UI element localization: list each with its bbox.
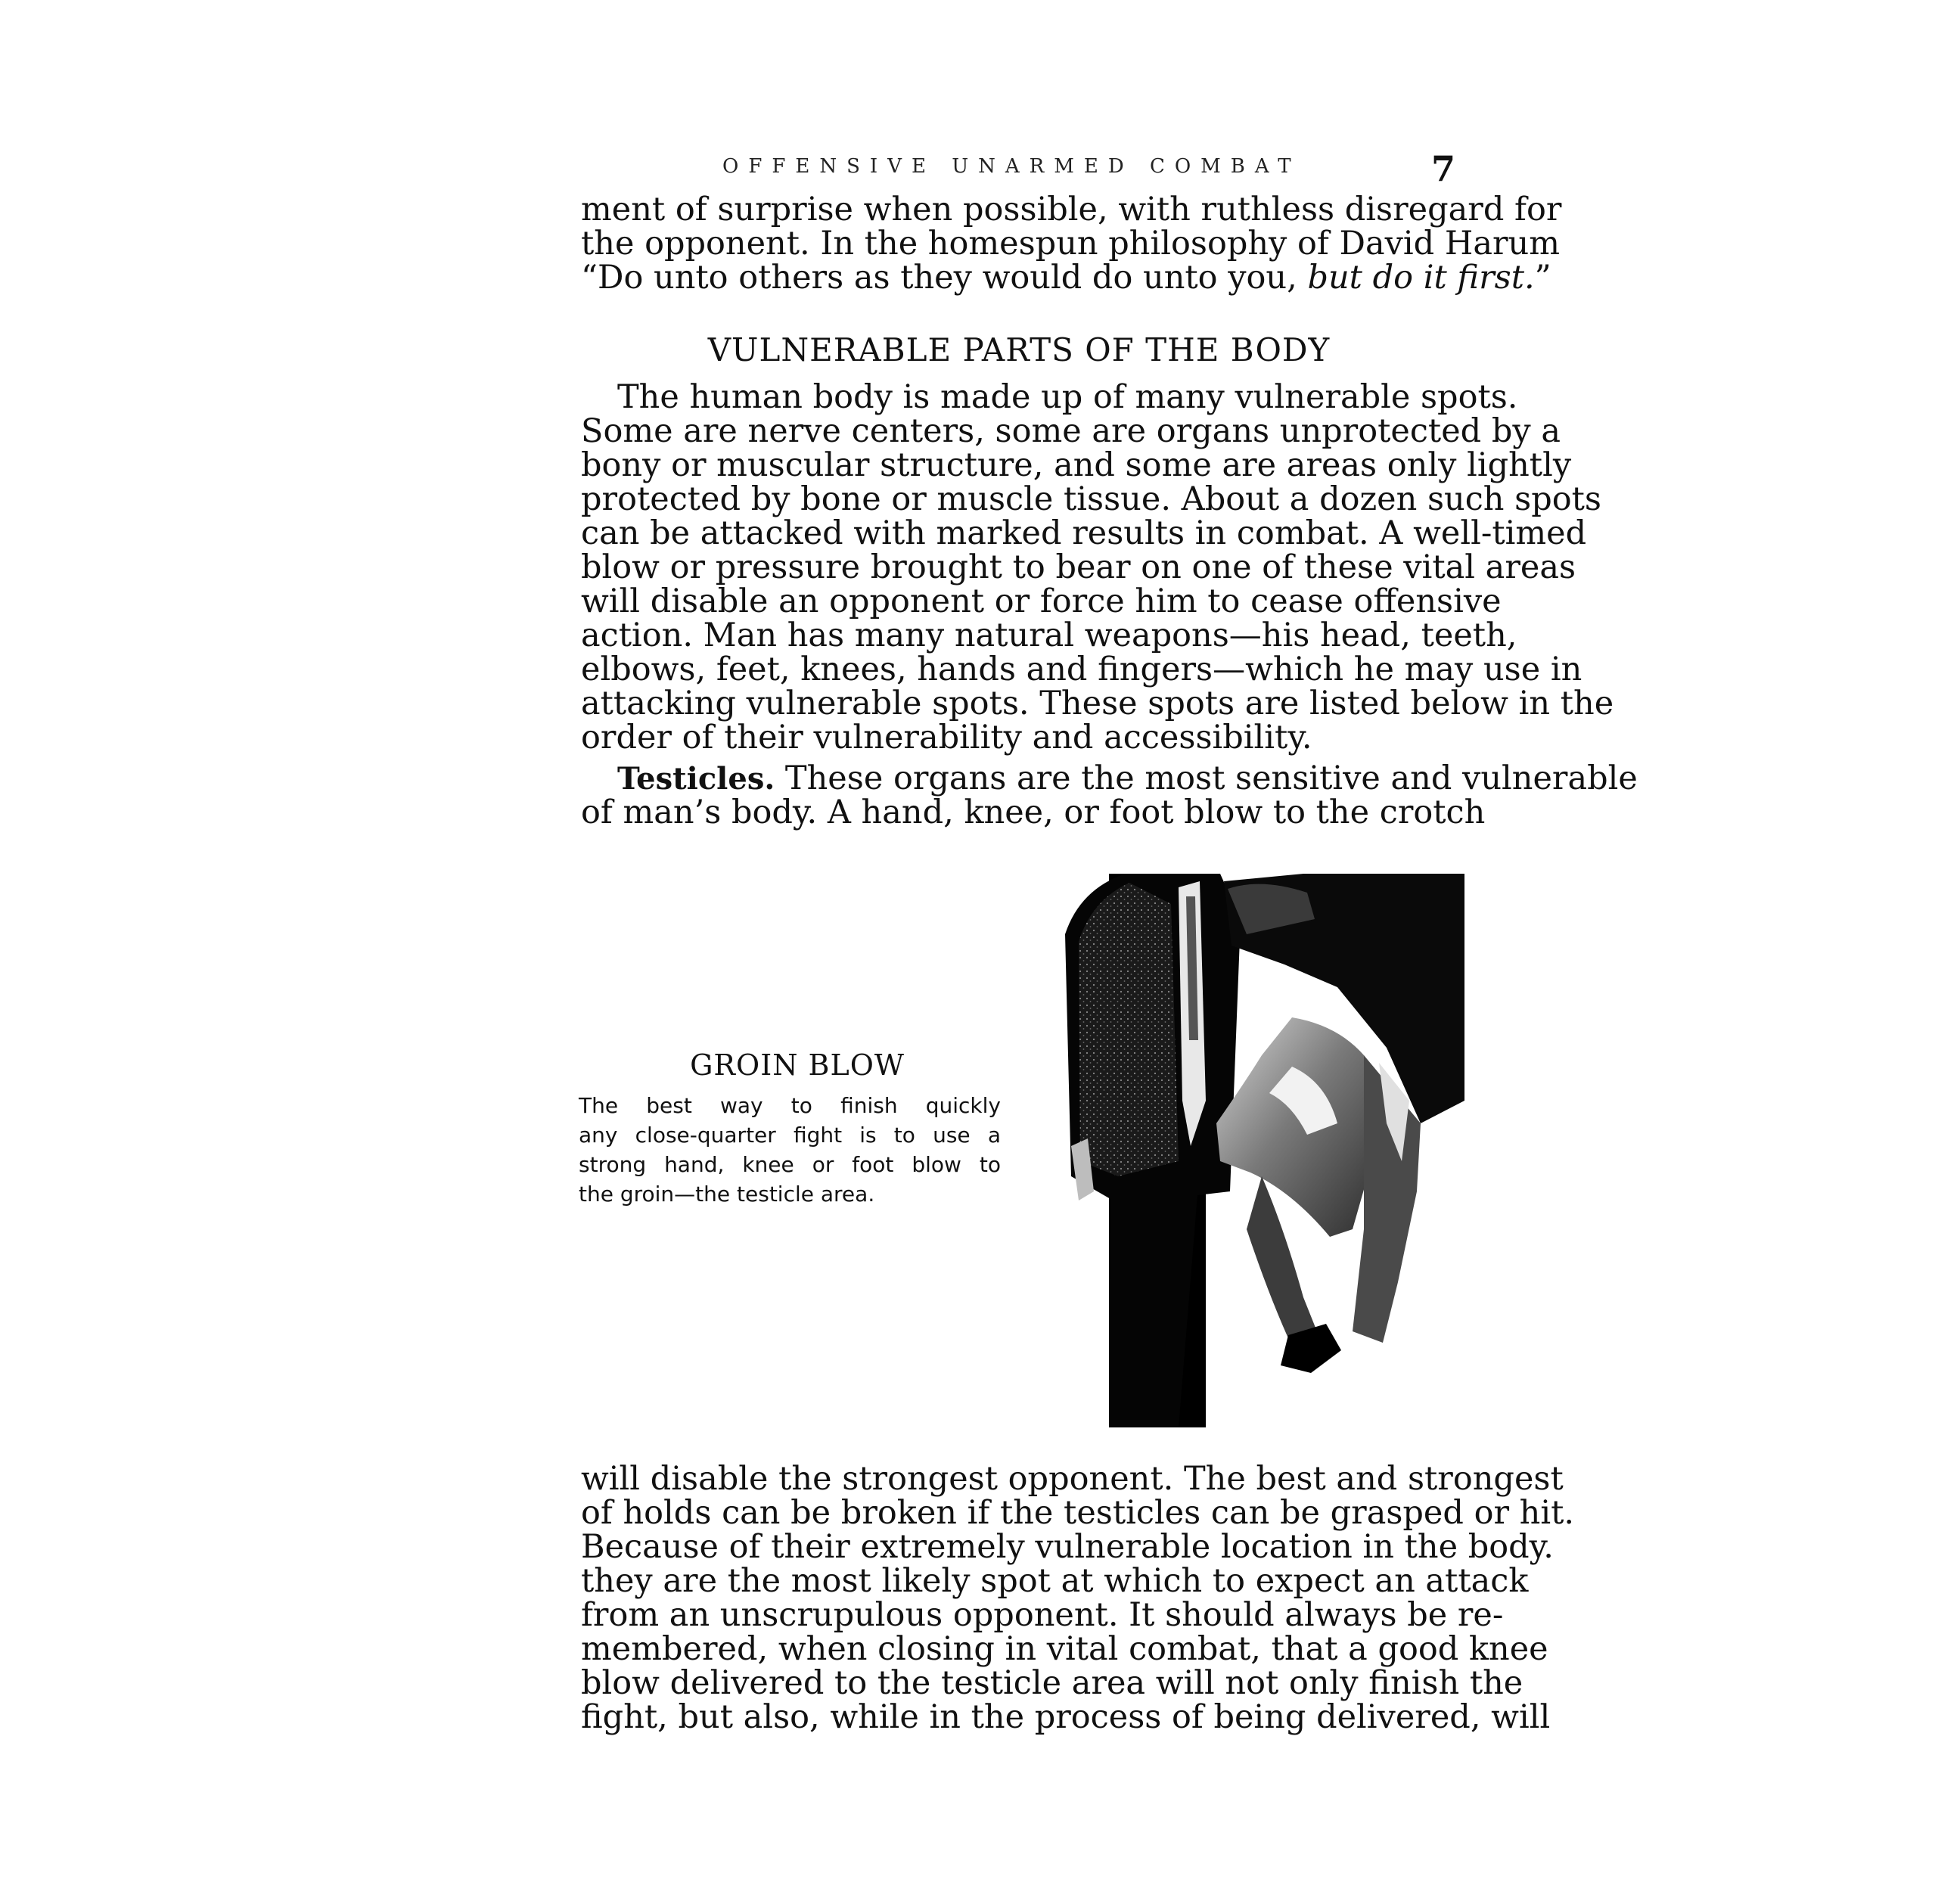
right-figure (1216, 874, 1464, 1373)
section-heading: VULNERABLE PARTS OF THE BODY (707, 331, 1331, 368)
caption-line: strong hand, knee or foot blow to (579, 1152, 1001, 1177)
text-line: of man’s body. A hand, knee, or foot blow to the crotch (581, 794, 1486, 831)
figure-caption (579, 1048, 1001, 1209)
text-line: can be attacked with marked results in combat. A well-timed (581, 514, 1587, 552)
text-line: will disable the strongest opponent. The best and strongest (581, 1460, 1564, 1498)
text-line: from an unscrupulous opponent. It should always be re- (581, 1596, 1504, 1634)
page-number: 7 (1431, 148, 1456, 189)
text-line: the opponent. In the homespun philosophy of David Harum (581, 225, 1560, 262)
text-line: Some are nerve centers, some are organs unprotected by a (581, 412, 1561, 450)
text-line: blow delivered to the testicle area will not only finish the (581, 1664, 1523, 1702)
caption-body (579, 1091, 1001, 1209)
caption-line: any close-quarter fight is to use a (579, 1123, 1001, 1148)
text-segment: These organs are the most sensitive and vulnerable (775, 759, 1638, 797)
caption-title: GROIN BLOW (690, 1048, 905, 1082)
text-line: attacking vulnerable spots. These spots are listed below in the (581, 685, 1614, 722)
text-line: blow or pressure brought to bear on one of these vital areas (581, 548, 1576, 586)
text-line: of holds can be broken if the testicles can be grasped or hit. (581, 1494, 1575, 1532)
text-line: ment of surprise when possible, with ruthless disregard for (581, 191, 1562, 228)
continued-paragraph (581, 1460, 1575, 1736)
text-line: Because of their extremely vulnerable location in the body. (581, 1528, 1554, 1566)
text-line: elbows, feet, knees, hands and fingers—which he may use in (581, 651, 1582, 688)
run-in-heading: Testicles. (617, 761, 775, 797)
text-line: protected by bone or muscle tissue. About a dozen such spots (581, 480, 1601, 518)
groin-blow-photo (1065, 874, 1464, 1427)
closing-quote: ” (1534, 259, 1551, 297)
vulnerable-parts-paragraph (581, 378, 1614, 756)
italic-emphasis: but do it first. (1307, 259, 1535, 297)
text-line: fight, but also, while in the process of being delivered, will (581, 1698, 1551, 1736)
running-head: OFFENSIVE UNARMED COMBAT (722, 155, 1301, 178)
text-line: action. Man has many natural weapons—his head, teeth, (581, 617, 1517, 654)
caption-line: the groin—the testicle area. (579, 1182, 875, 1207)
left-figure (1065, 874, 1241, 1427)
text-line (581, 259, 1551, 297)
text-line: membered, when closing in vital combat, that a good knee (581, 1630, 1548, 1668)
text-line: bony or muscular structure, and some are areas only lightly (581, 446, 1572, 484)
text-line: order of their vulnerability and accessibility. (581, 719, 1312, 756)
text-line: The human body is made up of many vulnerable spots. (617, 378, 1518, 416)
text-line (581, 759, 1638, 797)
caption-line: The best way to finish quickly (579, 1093, 1001, 1118)
text-line: they are the most likely spot at which to expect an attack (581, 1562, 1529, 1600)
intro-paragraph (581, 191, 1562, 297)
text-segment: “Do unto others as they would do unto you, (581, 259, 1308, 297)
text-line: will disable an opponent or force him to cease offensive (581, 582, 1502, 620)
testicles-paragraph (581, 759, 1638, 831)
